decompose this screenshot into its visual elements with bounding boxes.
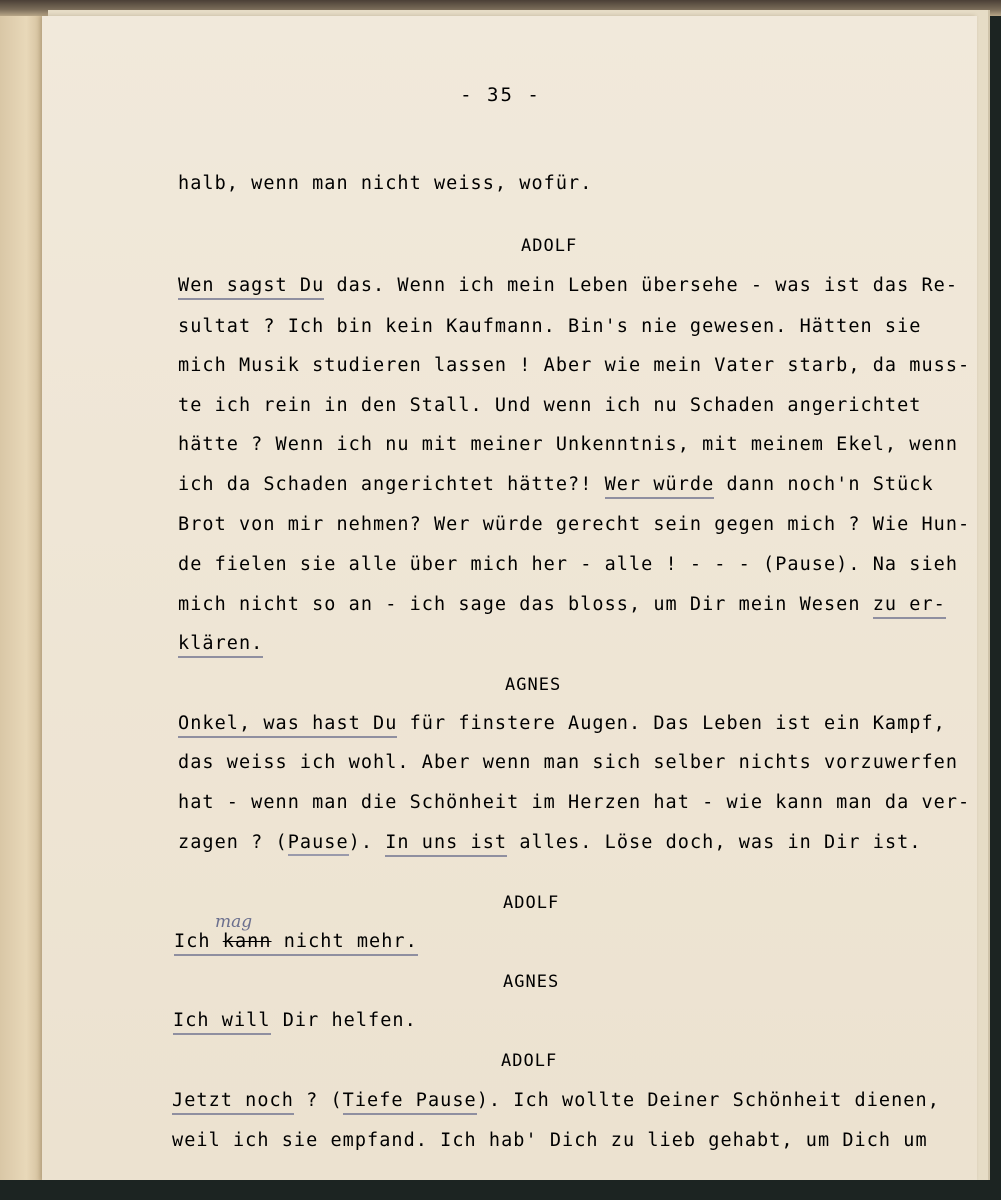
text-segment: Ich: [174, 931, 223, 952]
speaker-name: AGNES: [503, 972, 560, 992]
text-segment: dann noch'n Stück: [714, 474, 934, 495]
underlined-text: In uns ist: [385, 832, 507, 857]
text-segment: das. Wenn ich mein Leben übersehe - was ist das Re-: [324, 275, 959, 296]
text-line: [172, 1090, 940, 1111]
page-number: - 35 -: [460, 84, 541, 106]
text-segment: Dir helfen.: [270, 1010, 417, 1031]
underlined-text: Wer würde: [605, 474, 715, 499]
text-line: [178, 832, 922, 853]
text-segment: nicht mehr.: [271, 931, 418, 952]
text-line: sultat ? Ich bin kein Kaufmann. Bin's nie gewesen. Hätten sie: [178, 316, 922, 337]
underlined-text: [174, 931, 418, 956]
text-line: [178, 713, 946, 734]
text-line: hat - wenn man die Schönheit im Herzen hat - wie kann man da ver-: [178, 792, 971, 813]
underlined-text: Jetzt noch: [172, 1090, 294, 1115]
handwritten-correction: mag: [215, 912, 253, 932]
speaker-name: AGNES: [505, 675, 562, 695]
book-spine: [0, 0, 48, 1200]
text-segment: ich da Schaden angerichtet hätte?!: [178, 474, 605, 495]
underlined-text: klären.: [178, 633, 263, 658]
underlined-text: Ich will: [173, 1010, 271, 1035]
underlined-text: zu er-: [873, 594, 946, 619]
text-segment: für finstere Augen. Das Leben ist ein Kampf,: [397, 713, 946, 734]
speaker-name: ADOLF: [503, 893, 560, 913]
speaker-name: ADOLF: [521, 236, 578, 256]
underlined-text: Pause: [288, 832, 349, 856]
speaker-name: ADOLF: [501, 1051, 558, 1071]
underlined-text: Tiefe Pause: [343, 1090, 477, 1115]
text-line: weil ich sie empfand. Ich hab' Dich zu lieb gehabt, um Dich um: [172, 1130, 928, 1151]
text-line: [178, 275, 958, 296]
text-line: mich Musik studieren lassen ! Aber wie mein Vater starb, da muss-: [178, 355, 971, 376]
text-line: Brot von mir nehmen? Wer würde gerecht sein gegen mich ? Wie Hun-: [178, 514, 971, 535]
text-line: [174, 931, 418, 952]
text-line: [173, 1010, 417, 1031]
text-segment: ? (: [293, 1090, 343, 1111]
text-segment: mich nicht so an - ich sage das bloss, um Dir mein Wesen: [178, 594, 873, 615]
text-line: [178, 633, 263, 654]
text-segment: ). Ich wollte Deiner Schönheit dienen,: [476, 1090, 940, 1111]
text-line: de fielen sie alle über mich her - alle ! - - - (Pause). Na sieh: [178, 554, 959, 575]
text-line: hätte ? Wenn ich nu mit meiner Unkenntnis, mit meinem Ekel, wenn: [178, 434, 959, 455]
text-segment: alles. Löse doch, was in Dir ist.: [507, 832, 922, 853]
underlined-text: Wen sagst Du: [178, 275, 324, 300]
text-line: halb, wenn man nicht weiss, wofür.: [178, 173, 593, 194]
background-edge: [0, 1180, 1001, 1200]
text-segment: zagen ? (: [178, 832, 288, 853]
text-line: te ich rein in den Stall. Und wenn ich nu Schaden angerichtet: [178, 395, 922, 416]
underlined-text: Onkel, was hast Du: [178, 713, 397, 738]
text-segment: ).: [348, 832, 386, 853]
text-line: das weiss ich wohl. Aber wenn man sich selber nichts vorzuwerfen: [178, 752, 959, 773]
text-line: [178, 594, 946, 615]
text-line: [178, 474, 934, 495]
struck-word: kann: [222, 931, 272, 952]
